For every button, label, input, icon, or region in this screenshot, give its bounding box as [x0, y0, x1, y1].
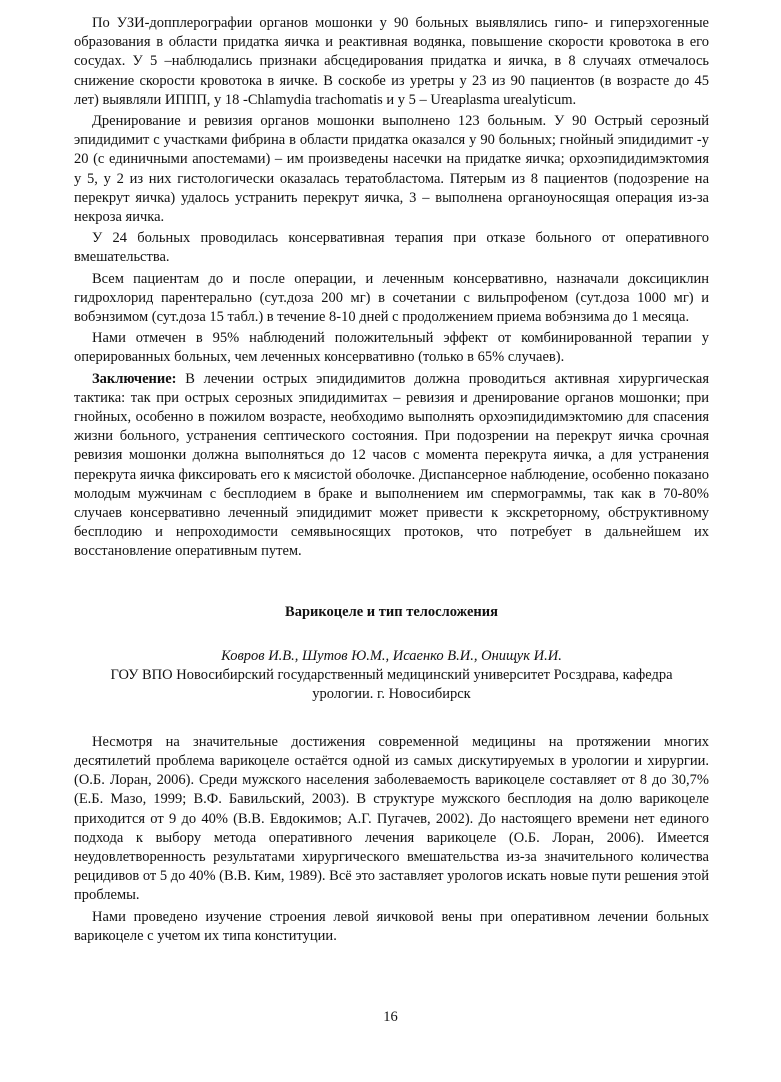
affiliation-line-2: урологии. г. Новосибирск [312, 686, 471, 703]
paragraph-study-aim: Нами проведено изучение строения левой яичковой вены при оперативном лечении больных варикоцеле с учетом их типа конституции. [74, 908, 709, 944]
paragraph-varicocele-intro: Несмотря на значительные достижения современной медицины на протяжении многих десятилетий проблема варикоцеле остаётся одной из самых дискутируемых в урологии и хирургии. (О.Б. Лоран, 2006). Среди мужского населения заболеваемость варикоцеле составляет от 8 до 30,7% (Е.Б. Мазо, 1999; В.Ф. Бавильский, 2003). В структуре мужского бесплодия на долю варикоцеле приходится от 9 до 40% (В.В. Евдокимов; А.Г. Пугачев, 2002). До настоящего времени нет единого подхода к выбору метода оперативного лечения варикоцеле (О.Б. Лоран, 2006). Имеется неудовлетворенность результатами хирургического вмешательства из-за значительного количества рецидивов от 5 до 40% (В.В. Ким, 1989). Всё это заставляет урологов искать новые пути решения этой проблемы. [74, 733, 709, 904]
affiliation-line-1: ГОУ ВПО Новосибирский государственный медицинский университет Росздрава, кафедра [110, 666, 673, 683]
paragraph-medication: Всем пациентам до и после операции, и леченным консервативно, назначали доксициклин гидрохлорид парентерально (сут.доза 200 мг) в сочетании с вильпрофеном (сут.доза 1000 мг) и вобэнзимом (сут.доза 15 табл.) в течение 8-10 дней с продолжением приема вобэнзима до 1 месяца. [74, 270, 709, 326]
paragraph-conclusion [74, 370, 709, 562]
page-number: 16 [383, 1009, 398, 1025]
paragraph-results: Нами отмечен в 95% наблюдений положительный эффект от комбинированной терапии у оперированных больных, чем леченных консервативно (только в 65% случаев). [74, 330, 709, 366]
article-title: Варикоцеле и тип телосложения [285, 603, 498, 620]
article-authors: Ковров И.В., Шутов Ю.М., Исаенко В.И., Онищук И.И. [221, 647, 562, 664]
section-spacer [74, 705, 709, 733]
conclusion-text: В лечении острых эпидидимитов должна проводиться активная хирургическая тактика: так при острых серозных эпидидимитах – ревизия и дренирование органов мошонки; при гнойных, особенно в пожилом возрасте, необходимо выполнять орхоэпидидимэктомию для спасения жизни больного, устранения септического состояния. При подозрении на перекрут яичка срочная ревизия мошонки должна выполняться до 12 часов с момента перекрута яичка, а для устранения перекрута яичка фиксировать его к мясистой оболочке. Диспансерное наблюдение, особенно показано молодым мужчинам с бесплодием в браке и выполнением им спермограммы, так как в 70-80% случаев консервативно леченный эпидидимит может привести к экскреторному, обструктивному бесплодию и непроходимости семявыносящих протоков, что потребует в дальнейшем их восстановление оперативным путем. [74, 370, 709, 560]
paragraph-conservative-therapy: У 24 больных проводилась консервативная терапия при отказе больного от оперативного вмешательства. [74, 230, 709, 266]
paragraph-uzi-findings: По УЗИ-допплерографии органов мошонки у 90 больных выявлялись гипо- и гиперэхогенные образования в области придатка яичка и реактивная водянка, повышение скорости кровотока в его сосудах. У 5 –наблюдались признаки абсцедирования придатка и яичка, в 8 случаях отмечалось снижение скорости кровотока в яичке. В соскобе из уретры у 23 из 90 пациентов (в возрасте до 45 лет) выявляли ИППП, у 18 -Chlamydia trachomatis и у 5 – Ureaplasma urealyticum. [74, 15, 709, 108]
paragraph-drainage: Дренирование и ревизия органов мошонки выполнено 123 больным. У 90 Острый серозный эпидидимит с участками фибрина в области придатка оказался у 90 больных; гнойный эпидидимит -у 20 (с единичными апостемами) – им произведены насечки на придатке яичка; орхоэпидидимэктомия у 5, у 2 из них гистологически оказалась тератобластома. Пятерым из 8 пациентов (подозрение на перекрут яичка) удалось устранить перекрут яичка, 3 – выполнена органоуносящая операция из-за некроза яичка. [74, 113, 709, 226]
page-content [74, 14, 709, 946]
conclusion-label: Заключение: [92, 370, 177, 387]
